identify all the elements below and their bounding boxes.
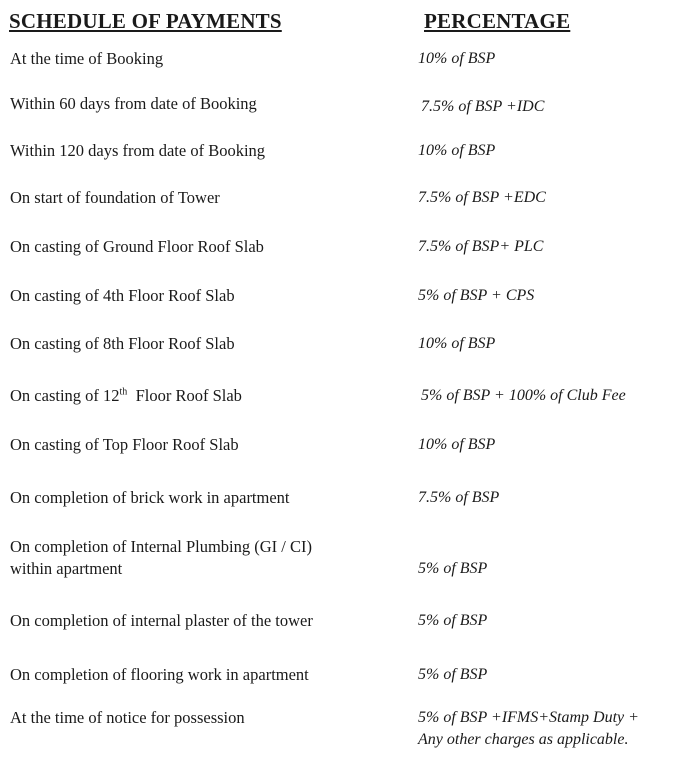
percentage-header: PERCENTAGE <box>424 9 571 33</box>
stage-label-part: Floor Roof Slab <box>127 386 242 405</box>
percentage-line: Any other charges as applicable. <box>418 731 629 748</box>
percentage-value: 10% of BSP <box>418 50 496 67</box>
stage-label: On casting of Top Floor Roof Slab <box>10 435 239 454</box>
stage-label-line: within apartment <box>10 559 123 578</box>
percentage-value: 10% of BSP <box>418 436 496 453</box>
stage-label: Within 120 days from date of Booking <box>10 141 266 160</box>
stage-label <box>10 385 242 407</box>
percentage-value: 7.5% of BSP +EDC <box>418 189 546 206</box>
stage-label <box>10 536 312 580</box>
percentage-value: 10% of BSP <box>418 335 496 352</box>
stage-label-line: On completion of Internal Plumbing (GI / CI) <box>10 537 312 556</box>
percentage-value: 10% of BSP <box>418 142 496 159</box>
stage-label: On casting of Ground Floor Roof Slab <box>10 237 264 256</box>
percentage-value: 5% of BSP <box>418 612 488 629</box>
stage-label: On completion of brick work in apartment <box>10 488 290 507</box>
percentage-value: 7.5% of BSP+ PLC <box>418 238 544 255</box>
percentage-value: 5% of BSP <box>418 666 488 683</box>
stage-label-part: On casting of 12 <box>10 386 120 405</box>
stage-label: On casting of 8th Floor Roof Slab <box>10 334 235 353</box>
percentage-value: 5% of BSP + 100% of Club Fee <box>421 387 626 404</box>
percentage-value <box>418 707 639 751</box>
stage-label: Within 60 days from date of Booking <box>10 94 257 113</box>
percentage-value: 5% of BSP <box>418 560 488 577</box>
percentage-value: 5% of BSP + CPS <box>418 287 535 304</box>
stage-label: On start of foundation of Tower <box>10 188 220 207</box>
stage-label: On completion of internal plaster of the tower <box>10 611 313 630</box>
stage-label: At the time of notice for possession <box>10 708 245 727</box>
ordinal-suffix: th <box>119 386 128 398</box>
schedule-header: SCHEDULE OF PAYMENTS <box>9 9 282 33</box>
percentage-line: 5% of BSP +IFMS+Stamp Duty + <box>418 709 639 726</box>
stage-label: On completion of flooring work in apartment <box>10 665 309 684</box>
stage-label: At the time of Booking <box>10 49 164 68</box>
percentage-value: 7.5% of BSP <box>418 489 500 506</box>
percentage-value: 7.5% of BSP +IDC <box>421 98 545 115</box>
stage-label: On casting of 4th Floor Roof Slab <box>10 286 235 305</box>
